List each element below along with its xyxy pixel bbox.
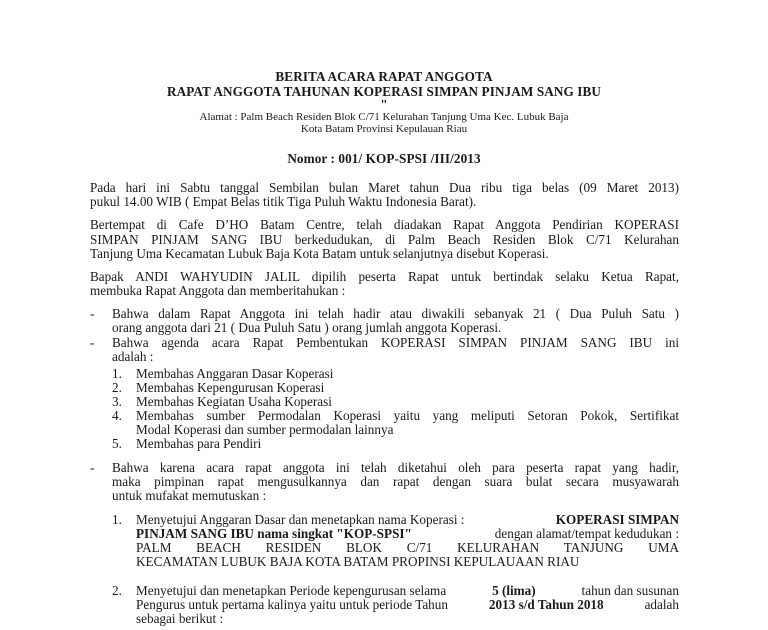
address-line-2: Kota Batam Provinsi Kepulauan Riau bbox=[300, 123, 468, 135]
doc-title: BERITA ACARA RAPAT ANGGOTA bbox=[275, 69, 493, 84]
paragraph-venue-line-3: Tanjung Uma Kecamatan Lubuk Baja Kota Batam untuk selanjutnya disebut Koperasi. bbox=[90, 246, 549, 261]
bullet-decision-line-2: maka pimpinan rapat mengusulkannya dan rapat dengan suara bulat secara musyawarah bbox=[112, 474, 679, 489]
bullet-dash: - bbox=[90, 306, 95, 321]
bullet-attendance-line-2: orang anggota dari 21 ( Dua Puluh Satu ) orang jumlah anggota Koperasi. bbox=[112, 320, 502, 335]
quote-mark: " bbox=[380, 97, 388, 112]
bullet-agenda-line-2: adalah : bbox=[112, 349, 154, 364]
decision-1-bold: KOPERASI SIMPAN bbox=[555, 512, 679, 527]
bullet-dash: - bbox=[90, 335, 95, 350]
decision-1-line-4: KECAMATAN LUBUK BAJA KOTA BATAM PROPINSI KEPULAUAAN RIAU bbox=[136, 554, 580, 569]
decision-number: 2. bbox=[112, 583, 122, 598]
paragraph-date-line-1: Pada hari ini Sabtu tanggal Sembilan bulan Maret tahun Dua ribu tiga belas (09 Maret 2013) bbox=[90, 180, 679, 195]
document-number: Nomor : 001/ KOP-SPSI /III/2013 bbox=[287, 151, 481, 166]
decision-1-text: Menyetujui Anggaran Dasar dan menetapkan nama Koperasi : bbox=[136, 512, 465, 527]
agenda-number: 2. bbox=[112, 380, 122, 395]
agenda-item: Membahas para Pendiri bbox=[136, 436, 262, 451]
decision-1-line-3: PALM BEACH RESIDEN BLOK C/71 KELURAHAN TANJUNG UMA bbox=[136, 540, 679, 555]
bullet-dash: - bbox=[90, 460, 95, 475]
decision-2-text: adalah bbox=[644, 597, 679, 612]
bullet-agenda-line-1: Bahwa agenda acara Rapat Pembentukan KOPERASI SIMPAN PINJAM SANG IBU ini bbox=[112, 335, 679, 350]
paragraph-venue-line-2: SIMPAN PINJAM SANG IBU berkedudukan, di Palm Beach Residen Blok C/71 Kelurahan bbox=[90, 232, 679, 247]
bullet-attendance-line-1: Bahwa dalam Rapat Anggota ini telah hadir atau diwakili sebanyak 21 ( Dua Puluh Satu ) bbox=[112, 306, 679, 321]
agenda-item: Membahas Kegiatan Usaha Koperasi bbox=[136, 394, 332, 409]
decision-2-text: Menyetujui dan menetapkan Periode kepengurusan selama bbox=[136, 583, 447, 598]
paragraph-venue-line-1: Bertempat di Cafe D’HO Batam Centre, telah diadakan Rapat Anggota Pendirian KOPERASI bbox=[90, 217, 679, 232]
doc-subtitle: RAPAT ANGGOTA TAHUNAN KOPERASI SIMPAN PINJAM SANG IBU bbox=[166, 84, 602, 99]
agenda-number: 5. bbox=[112, 436, 122, 451]
decision-1-bold: PINJAM SANG IBU nama singkat "KOP-SPSI" bbox=[136, 526, 412, 541]
decision-2-bold: 5 (lima) bbox=[492, 583, 536, 598]
decision-2-line-3: sebagai berikut : bbox=[136, 611, 224, 626]
decision-2-text: tahun dan susunan bbox=[581, 583, 679, 598]
decision-2-text: Pengurus untuk pertama kalinya yaitu untuk periode Tahun bbox=[136, 597, 448, 612]
decision-2-bold: 2013 s/d Tahun 2018 bbox=[488, 597, 604, 612]
agenda-number: 1. bbox=[112, 366, 122, 381]
address-line-1: Alamat : Palm Beach Residen Blok C/71 Kelurahan Tanjung Uma Kec. Lubuk Baja bbox=[199, 111, 569, 123]
agenda-item: Membahas sumber Permodalan Koperasi yaitu yang meliputi Setoran Pokok, Sertifikat bbox=[136, 408, 679, 423]
paragraph-chair-line-2: membuka Rapat Anggota dan memberitahukan : bbox=[90, 283, 346, 298]
agenda-item: Membahas Anggaran Dasar Koperasi bbox=[136, 366, 334, 381]
paragraph-date-line-2: pukul 14.00 WIB ( Empat Belas titik Tiga Puluh Waktu Indonesia Barat). bbox=[90, 194, 477, 209]
paragraph-chair-line-1: Bapak ANDI WAHYUDIN JALIL dipilih peserta Rapat untuk bertindak selaku Ketua Rapat, bbox=[90, 269, 679, 284]
agenda-number: 3. bbox=[112, 394, 122, 409]
agenda-item: Membahas Kepengurusan Koperasi bbox=[136, 380, 325, 395]
agenda-number: 4. bbox=[112, 408, 122, 423]
decision-number: 1. bbox=[112, 512, 122, 527]
bullet-decision-line-1: Bahwa karena acara rapat anggota ini telah diketahui oleh para peserta rapat yang hadir, bbox=[112, 460, 679, 475]
decision-1-text: dengan alamat/tempat kedudukan : bbox=[494, 526, 679, 541]
agenda-item-continued: Modal Koperasi dan sumber permodalan lainnya bbox=[136, 422, 394, 437]
bullet-decision-line-3: untuk mufakat memutuskan : bbox=[112, 488, 267, 503]
